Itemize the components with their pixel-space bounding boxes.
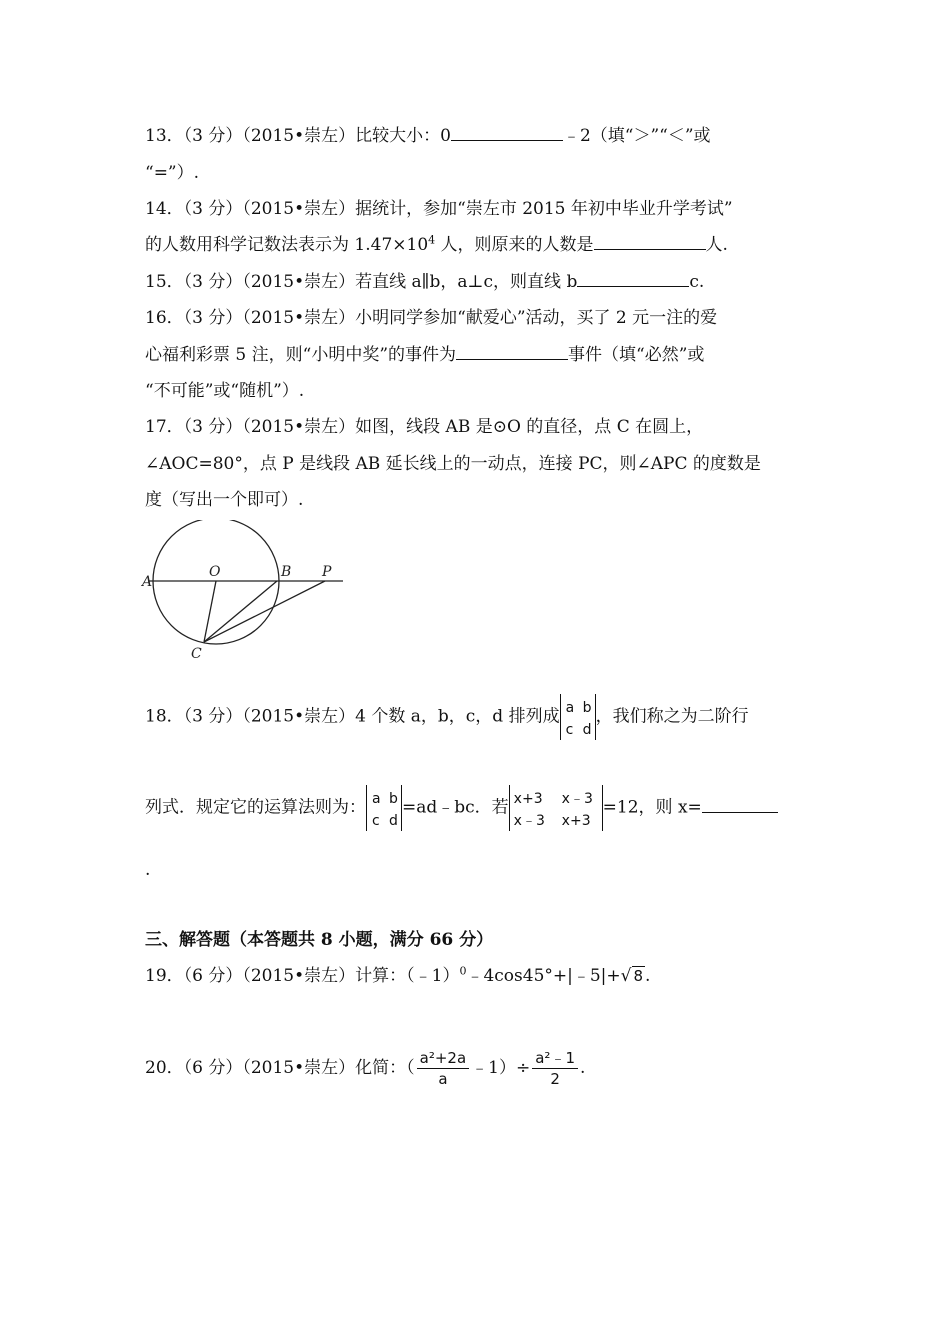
q15-text-a: 15．（3 分）（2015•崇左）若直线 a∥b，a⊥c，则直线 b (145, 272, 578, 292)
q16-line2 (145, 343, 704, 367)
det2-d: d (389, 813, 398, 829)
determinant-abcd-1 (560, 694, 596, 740)
q18-line2 (145, 785, 778, 831)
det3-d: x+3 (561, 813, 591, 829)
section-3-title: 三、解答题（本答题共 8 小题，满分 66 分） (145, 930, 494, 950)
q13-text-b: ﹣2（填“＞”“＜”或 (562, 126, 711, 146)
det2-a: a (372, 791, 381, 807)
q20-line1 (145, 1048, 585, 1089)
det1-a: a (565, 700, 575, 716)
q16-line3: “不可能”或“随机”）. (145, 381, 305, 401)
fraction-2-numerator: a²﹣1 (532, 1048, 578, 1069)
label-p: P (322, 564, 332, 580)
segment-bc (204, 581, 277, 642)
q14-text-a: 的人数用科学记数法表示为 1.47×10 (145, 235, 429, 255)
det3-c: x﹣3 (513, 813, 545, 829)
q18-line1 (145, 694, 749, 740)
q17-line3: 度（写出一个即可）. (145, 490, 304, 510)
fraction-1-denominator: a (438, 1070, 448, 1088)
q20-mid: ﹣1）÷ (471, 1058, 531, 1078)
det3-b: x﹣3 (561, 791, 593, 807)
q16-line1: 16．（3 分）（2015•崇左）小明同学参加“献爱心”活动，买了 2 元一注的爱 (145, 308, 718, 328)
det2-b: b (389, 791, 398, 807)
q14-answer-blank[interactable] (594, 233, 706, 250)
det1-c: c (565, 722, 574, 738)
label-c: C (191, 646, 202, 662)
label-b: B (281, 564, 292, 580)
fraction-2-denominator: 2 (550, 1070, 560, 1088)
q17-circle-figure (138, 520, 353, 662)
q15-line1 (145, 270, 704, 294)
q18-answer-blank[interactable] (702, 796, 778, 813)
q14-text-c: 人. (705, 235, 728, 255)
q19-text-a: 19．（6 分）（2015•崇左）计算：（﹣1） (145, 966, 460, 986)
q18-text-e: =12，则 x= (602, 797, 702, 818)
label-o: O (209, 564, 221, 580)
q13-line1 (145, 124, 711, 148)
q14-line2 (145, 233, 728, 257)
q18-text-a: 18．（3 分）（2015•崇左）4 个数 a，b，c，d 排列成 (145, 706, 560, 727)
det3-a: x+3 (513, 791, 543, 807)
q14-line1: 14．（3 分）（2015•崇左）据统计，参加“崇左市 2015 年初中毕业升学考试” (145, 199, 733, 219)
q18-line3: . (145, 860, 151, 880)
det2-c: c (372, 813, 380, 829)
q20-text-a: 20．（6 分）（2015•崇左）化简：（ (145, 1058, 415, 1078)
determinant-abcd-2 (366, 785, 402, 831)
q17-line1: 17．（3 分）（2015•崇左）如图，线段 AB 是⊙O 的直径，点 C 在圆上， (145, 417, 704, 437)
q16-text-a: 心福利彩票 5 注，则“小明中奖”的事件为 (145, 345, 457, 365)
sqrt-8: √ 8 (620, 966, 644, 986)
q13-answer-blank[interactable] (451, 124, 563, 141)
q15-text-b: c. (689, 272, 705, 292)
determinant-x (509, 785, 603, 831)
segment-pc (204, 581, 325, 642)
q16-answer-blank[interactable] (456, 343, 568, 360)
label-a: A (142, 574, 153, 590)
q19-exponent: 0 (459, 964, 467, 978)
q19-end: . (645, 966, 651, 986)
sqrt-radicand: 8 (633, 967, 644, 985)
q19-text-b: ﹣4cos45°+|﹣5|+ (466, 966, 621, 986)
q14-exponent: 4 (428, 233, 436, 247)
det1-d: d (582, 722, 592, 738)
q14-text-b: 人，则原来的人数是 (435, 235, 594, 255)
q18-text-c: 列式．规定它的运算法则为： (145, 797, 366, 818)
q17-line2: ∠AOC=80°，点 P 是线段 AB 延长线上的一动点，连接 PC，则∠APC 的度数是 (145, 454, 761, 474)
q16-text-b: 事件（填“必然”或 (568, 345, 705, 365)
q19-line1 (145, 964, 650, 988)
fraction-1-numerator: a²+2a (417, 1048, 470, 1069)
q13-text-a: 13．（3 分）（2015•崇左）比较大小：0 (145, 126, 451, 146)
q18-text-b: ，我们称之为二阶行 (595, 706, 749, 727)
q13-line2: “=”）. (145, 163, 200, 183)
q18-text-d: =ad﹣bc．若 (402, 797, 509, 818)
fraction-1 (417, 1048, 470, 1089)
fraction-2 (532, 1048, 578, 1089)
q15-answer-blank[interactable] (577, 270, 689, 287)
q20-end: . (579, 1058, 586, 1078)
det1-b: b (582, 700, 592, 716)
